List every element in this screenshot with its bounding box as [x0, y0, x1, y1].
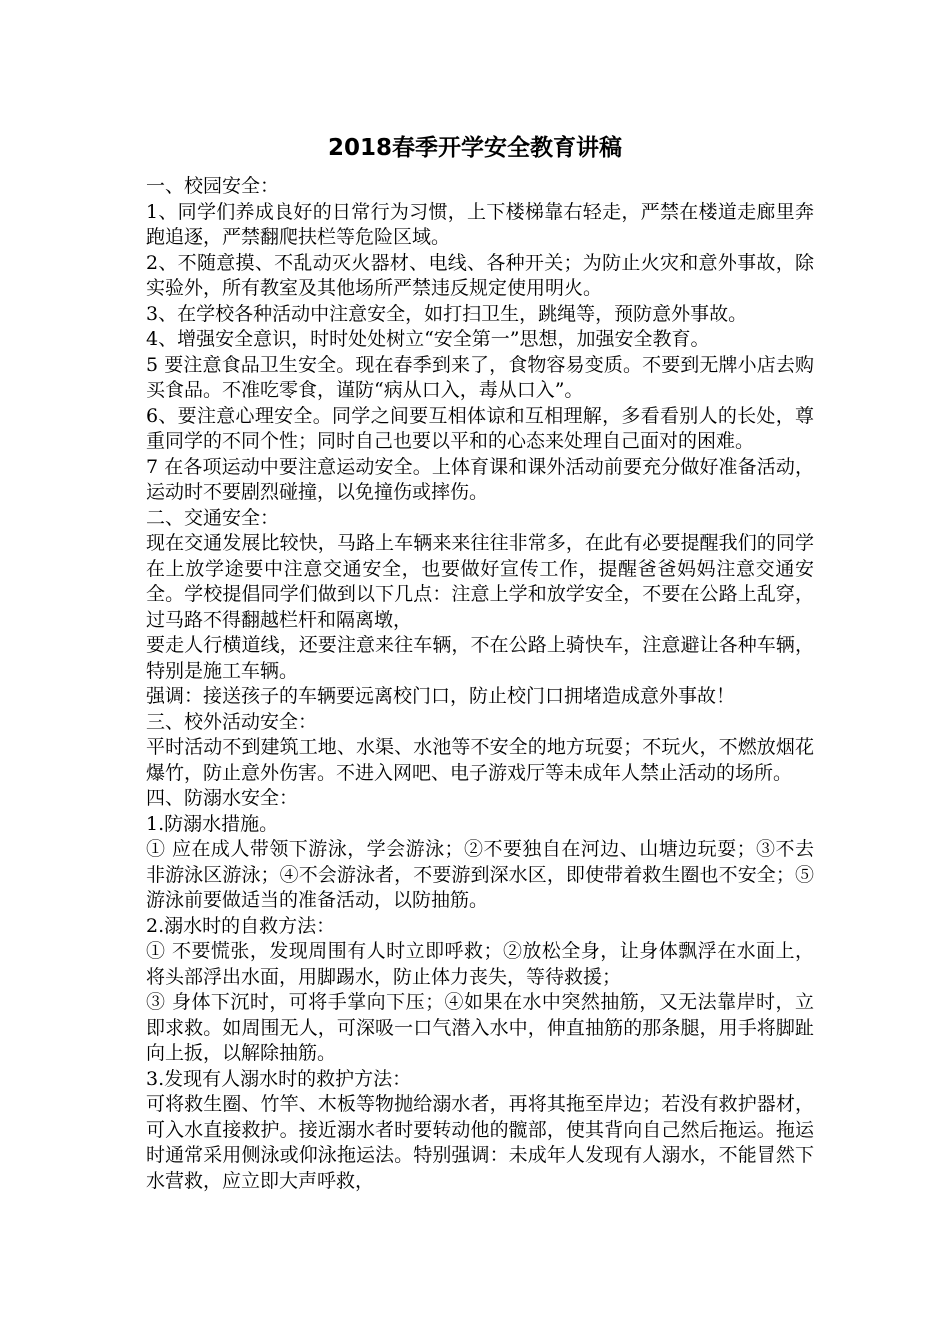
paragraph: ① 应在成人带领下游泳，学会游泳；②不要独自在河边、山塘边玩耍；③不去非游泳区游泳；④不会游泳者，不要游到深水区，即使带着救生圈也不安全；⑤游泳前要做适当的准备活动，以防抽筋。 [146, 838, 814, 911]
section-heading-campus-safety: 一、校园安全： [146, 175, 280, 197]
section-heading-traffic-safety: 二、交通安全： [146, 506, 280, 529]
paragraph: 7 在各项运动中要注意运动安全。上体育课和课外活动前要充分做好准备活动，运动时不要剧烈碰撞，以免撞伤或摔伤。 [146, 455, 814, 503]
subheading: 2.溺水时的自救方法： [146, 914, 336, 937]
subheading: 3.发现有人溺水时的救护方法： [146, 1067, 412, 1090]
paragraph: 1、同学们养成良好的日常行为习惯，上下楼梯靠右轻走，严禁在楼道走廊里奔跑追逐，严禁翻爬扶栏等危险区域。 [146, 200, 814, 248]
paragraph: 要走人行横道线，还要注意来往车辆，不在公路上骑快车，注意避让各种车辆，特别是施工车辆。 [146, 634, 814, 682]
paragraph: 2、不随意摸、不乱动灭火器材、电线、各种开关；为防止火灾和意外事故，除实验外，所有教室及其他场所严禁违反规定使用明火。 [146, 251, 814, 299]
paragraph: 可将救生圈、竹竿、木板等物抛给溺水者，再将其拖至岸边；若没有救护器材，可入水直接救护。接近溺水者时要转动他的髋部，使其背向自己然后拖运。拖运时通常采用侧泳或仰泳拖运法。特别强调：未成年人发现有人溺水，不能冒然下水营救，应立即大声呼救， [146, 1093, 814, 1192]
paragraph: 现在交通发展比较快，马路上车辆来来往往非常多，在此有必要提醒我们的同学在上放学途要中注意交通安全，也要做好宣传工作，提醒爸爸妈妈注意交通安全。学校提倡同学们做到以下几点：注意上学和放学安全，不要在公路上乱穿，过马路不得翻越栏杆和隔离墩， [146, 532, 814, 631]
paragraph: 平时活动不到建筑工地、水渠、水池等不安全的地方玩耍；不玩火，不燃放烟花爆竹，防止意外伤害。不进入网吧、电子游戏厅等未成年人禁止活动的场所。 [146, 736, 814, 784]
document-body [146, 174, 814, 1194]
page-title: 2018春季开学安全教育讲稿 [327, 135, 622, 161]
subheading: 1.防溺水措施。 [146, 812, 279, 835]
paragraph: 6、要注意心理安全。同学之间要互相体谅和互相理解，多看看别人的长处，尊重同学的不同个性；同时自己也要以平和的心态来处理自己面对的困难。 [146, 404, 814, 452]
section-heading-outdoor-safety: 三、校外活动安全： [146, 710, 318, 733]
paragraph: ① 不要慌张，发现周围有人时立即呼救；②放松全身，让身体飘浮在水面上，将头部浮出水面，用脚踢水，防止体力丧失，等待救援； [146, 940, 814, 988]
paragraph: 强调：接送孩子的车辆要远离校门口，防止校门口拥堵造成意外事故！ [146, 685, 736, 707]
paragraph: 4、增强安全意识，时时处处树立“安全第一”思想，加强安全教育。 [146, 328, 710, 350]
paragraph: 3、在学校各种活动中注意安全，如打扫卫生，跳绳等，预防意外事故。 [146, 302, 748, 325]
paragraph: ③ 身体下沉时，可将手掌向下压；④如果在水中突然抽筋，又无法靠岸时，立即求救。如周围无人，可深吸一口气潜入水中，伸直抽筋的那条腿，用手将脚趾向上扳，以解除抽筋。 [146, 991, 814, 1064]
section-heading-drowning-safety: 四、防溺水安全： [146, 787, 299, 809]
paragraph: 5 要注意食品卫生安全。现在春季到来了，食物容易变质。不要到无牌小店去购买食品。不准吃零食，谨防“病从口入，毒从口入”。 [146, 353, 814, 401]
